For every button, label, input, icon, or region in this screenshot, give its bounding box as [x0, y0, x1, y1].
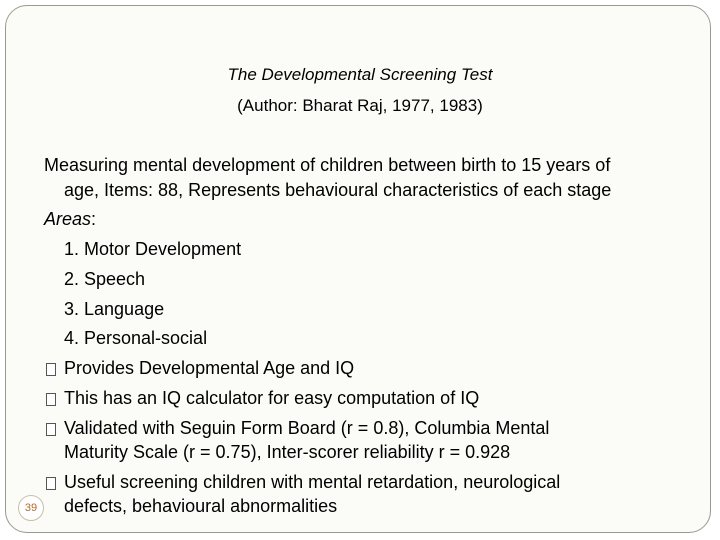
- bullet-item: Provides Developmental Age and IQ: [64, 358, 355, 378]
- intro-line-1: Measuring mental development of children between birth to 15 years of: [44, 155, 611, 175]
- bullet-item: This has an IQ calculator for easy computation of IQ: [64, 388, 480, 408]
- area-item: 4. Personal-social: [64, 328, 208, 348]
- slide-title: The Developmental Screening Test: [227, 65, 493, 84]
- area-item: 2. Speech: [64, 269, 146, 289]
- bullet-item: Useful screening children with mental retardation, neurological: [64, 472, 561, 492]
- bullet-box-icon: [46, 477, 56, 490]
- areas-colon: :: [91, 209, 97, 229]
- slide-number: 39: [18, 495, 44, 521]
- bullet-box-icon: [46, 423, 56, 436]
- bullet-box-icon: [46, 393, 56, 406]
- intro-line-2: age, Items: 88, Represents behavioural characteristics of each stage: [64, 180, 612, 200]
- bullet-item-continued: defects, behavioural abnormalities: [64, 496, 338, 516]
- area-item: 1. Motor Development: [64, 239, 242, 259]
- areas-heading: [44, 209, 96, 230]
- bullet-item-continued: Maturity Scale (r = 0.75), Inter-scorer reliability r = 0.928: [64, 442, 511, 462]
- areas-label: Areas: [44, 209, 92, 229]
- area-item: 3. Language: [64, 299, 165, 319]
- slide-subtitle: (Author: Bharat Raj, 1977, 1983): [237, 96, 483, 115]
- bullet-box-icon: [46, 363, 56, 376]
- bullet-item: Validated with Seguin Form Board (r = 0.8), Columbia Mental: [64, 418, 550, 438]
